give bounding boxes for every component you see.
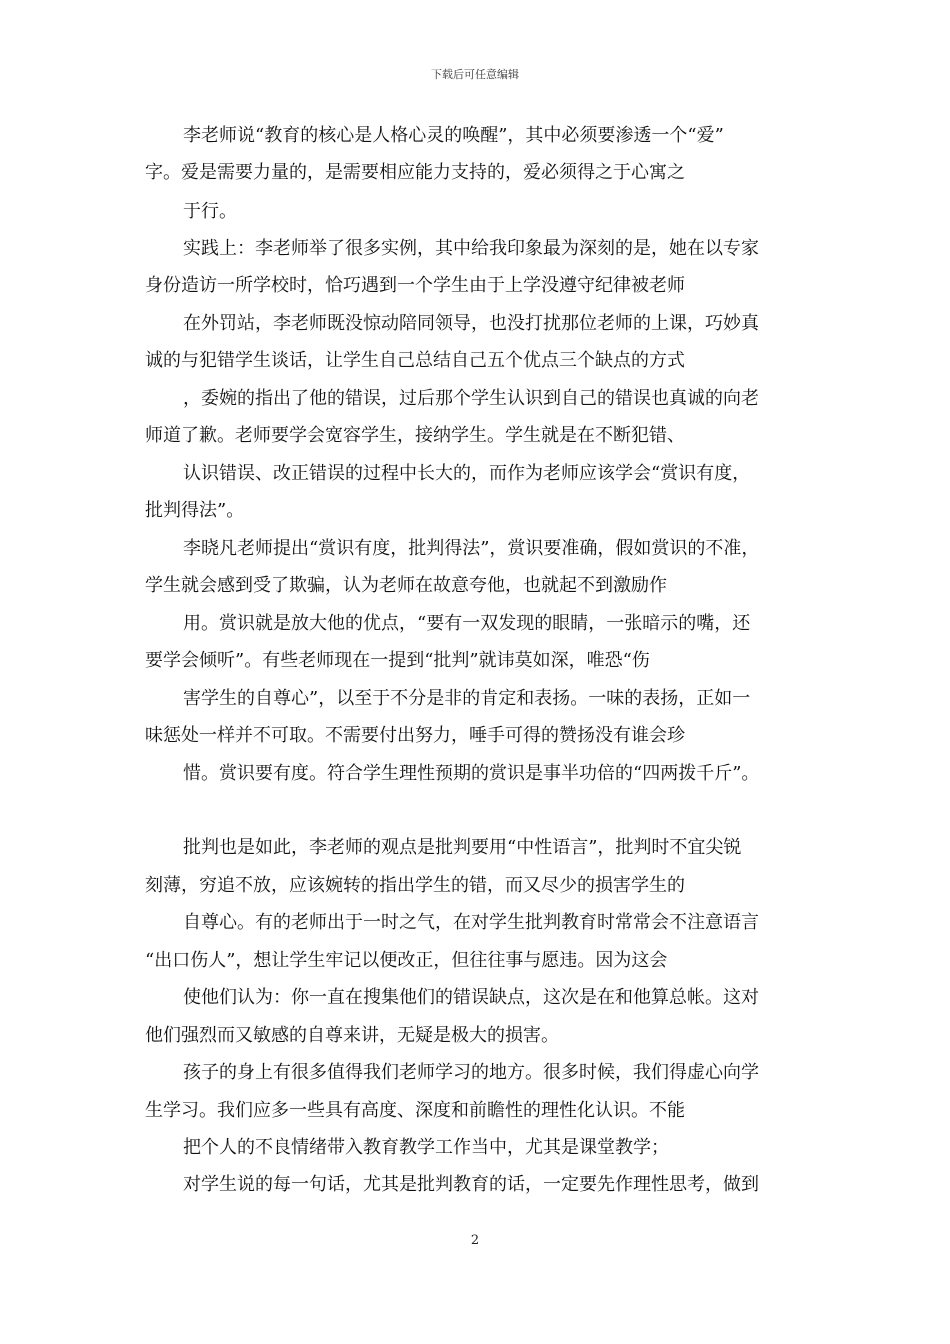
text-line: 于行。: [183, 201, 237, 222]
text-line: 字。爱是需要力量的，是需要相应能力支持的，爱必须得之于心寓之: [145, 162, 685, 183]
text-line: 味惩处一样并不可取。不需要付出努力，唾手可得的赞扬没有谁会珍: [145, 725, 685, 746]
text-line: 批判得法”。: [145, 500, 245, 521]
text-line: 对学生说的每一句话，尤其是批判教育的话，一定要先作理性思考，做到: [183, 1174, 759, 1195]
text-line: 生学习。我们应多一些具有高度、深度和前瞻性的理性化认识。不能: [145, 1100, 685, 1121]
text-line: 用。赏识就是放大他的优点，“要有一双发现的眼睛，一张暗示的嘴，还: [183, 613, 751, 634]
text-line: 认识错误、改正错误的过程中长大的，而作为老师应该学会“赏识有度，: [183, 463, 751, 484]
text-line: 使他们认为：你一直在搜集他们的错误缺点，这次是在和他算总帐。这对: [183, 987, 759, 1008]
text-line: 把个人的不良情绪带入教育教学工作当中，尤其是课堂教学；: [183, 1137, 669, 1158]
text-line: 他们强烈而又敏感的自尊来讲，无疑是极大的损害。: [145, 1025, 559, 1046]
text-line: 身份造访一所学校时，恰巧遇到一个学生由于上学没遵守纪律被老师: [145, 275, 685, 296]
text-line: 在外罚站，李老师既没惊动陪同领导，也没打扰那位老师的上课，巧妙真: [183, 313, 759, 334]
text-line: “出口伤人”，想让学生牢记以便改正，但往往事与愿违。因为这会: [145, 950, 668, 971]
text-line: 实践上：李老师举了很多实例，其中给我印象最为深刻的是，她在以专家: [183, 238, 759, 259]
page-header: 下载后可任意编辑: [431, 68, 519, 81]
text-line: 孩子的身上有很多值得我们老师学习的地方。很多时候，我们得虚心向学: [183, 1062, 759, 1083]
page-number: 2: [470, 1233, 480, 1248]
text-line: 刻薄，穷追不放，应该婉转的指出学生的错，而又尽少的损害学生的: [145, 875, 685, 896]
text-line: ，委婉的指出了他的错误，过后那个学生认识到自己的错误也真诚的向老: [183, 388, 759, 409]
text-line: 李晓凡老师提出“赏识有度，批判得法”，赏识要准确，假如赏识的不准，: [183, 538, 760, 559]
text-line: 批判也是如此，李老师的观点是批判要用“中性语言”，批判时不宜尖锐: [183, 837, 742, 858]
text-line: 害学生的自尊心”，以至于不分是非的肯定和表扬。一味的表扬，正如一: [183, 688, 751, 709]
text-line: 李老师说“教育的核心是人格心灵的唤醒”，其中必须要渗透一个“爱”: [183, 125, 724, 146]
text-line: 诚的与犯错学生谈话，让学生自己总结自己五个优点三个缺点的方式: [145, 350, 685, 371]
text-line: 师道了歉。老师要学会宽容学生，接纳学生。学生就是在不断犯错、: [145, 425, 685, 446]
text-line: 学生就会感到受了欺骗，认为老师在故意夸他，也就起不到激励作: [145, 575, 667, 596]
text-line: 自尊心。有的老师出于一时之气，在对学生批判教育时常常会不注意语言: [183, 912, 759, 933]
text-line: 要学会倾听”。有些老师现在一提到“批判”就讳莫如深，唯恐“伤: [145, 650, 650, 671]
text-line: 惜。赏识要有度。符合学生理性预期的赏识是事半功倍的“四两拨千斤”。: [183, 763, 760, 784]
